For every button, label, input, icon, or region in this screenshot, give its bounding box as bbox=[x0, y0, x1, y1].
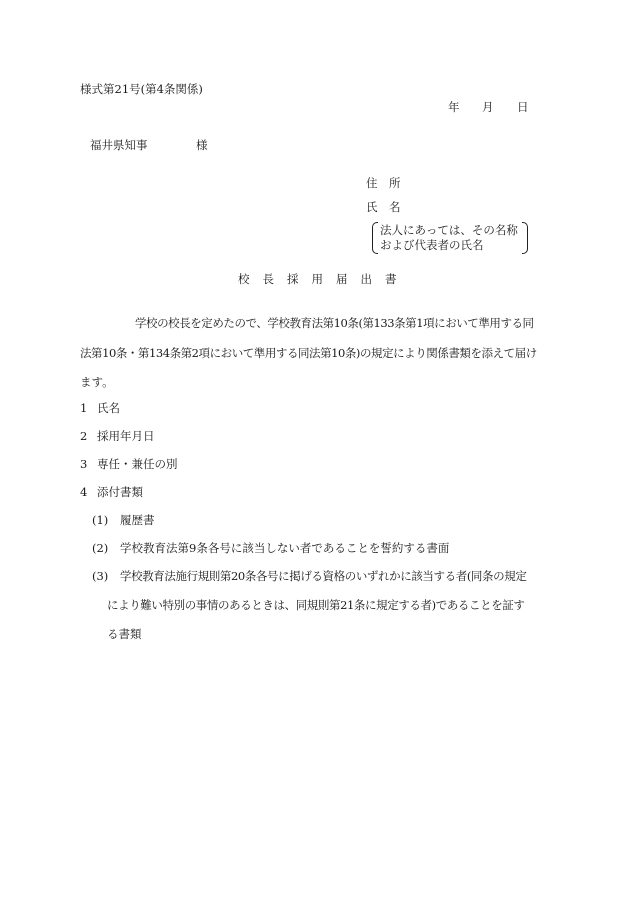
corporation-note-line1: 法人にあっては、その名称 bbox=[380, 223, 518, 237]
right-bracket bbox=[522, 222, 528, 254]
attachment-qualification-line1: 学校教育法施行規則第20条各号に掲げる資格のいずれかに該当する者(同条の規定 bbox=[120, 569, 527, 583]
item-number: 3 bbox=[80, 457, 88, 471]
item-number: 1 bbox=[80, 401, 88, 415]
title-char: 届 bbox=[336, 272, 348, 286]
attachment-resume: 履歴書 bbox=[120, 513, 155, 527]
name-label-2: 名 bbox=[389, 200, 401, 214]
left-bracket bbox=[372, 222, 378, 254]
item-number: 2 bbox=[80, 429, 88, 443]
title-char: 採 bbox=[287, 272, 299, 286]
title-char: 長 bbox=[262, 272, 274, 286]
body-line-1: 学校の校長を定めたので、学校教育法第10条(第133条第1項において準用する同 bbox=[135, 316, 534, 330]
attachment-qualification-line3: る書類 bbox=[107, 627, 142, 641]
address-label-2: 所 bbox=[389, 176, 401, 190]
date-month: 月 bbox=[482, 100, 494, 114]
form-number: 様式第21号(第4条関係) bbox=[80, 82, 203, 96]
attachment-number: (3) bbox=[92, 569, 109, 583]
title-char: 書 bbox=[385, 272, 397, 286]
item-label-attachments: 添付書類 bbox=[97, 485, 143, 499]
date-year: 年 bbox=[448, 100, 460, 114]
item-label-employment-type: 専任・兼任の別 bbox=[97, 457, 178, 471]
date-day: 日 bbox=[517, 100, 529, 114]
title-char: 用 bbox=[311, 272, 323, 286]
body-line-2: 法第10条・第134条第2項において準用する同法第10条)の規定により関係書類を添えて届け bbox=[80, 346, 537, 360]
addressee-name: 福井県知事 bbox=[90, 138, 148, 152]
attachment-number: (2) bbox=[92, 541, 109, 555]
corporation-note-line2: および代表者の氏名 bbox=[380, 238, 484, 252]
item-label-name: 氏名 bbox=[97, 401, 120, 415]
item-number: 4 bbox=[80, 485, 88, 499]
title-char: 校 bbox=[238, 272, 250, 286]
body-line-3: ます。 bbox=[80, 375, 114, 389]
item-label-hire-date: 採用年月日 bbox=[97, 429, 155, 443]
attachment-number: (1) bbox=[92, 513, 109, 527]
name-label-1: 氏 bbox=[366, 200, 378, 214]
attachment-qualification-line2: により難い特別の事情のあるときは、同規則第21条に規定する者)であることを証す bbox=[107, 598, 525, 612]
address-label-1: 住 bbox=[366, 176, 378, 190]
attachment-oath-document: 学校教育法第9条各号に該当しない者であることを誓約する書面 bbox=[120, 541, 450, 555]
document-title bbox=[238, 272, 410, 286]
title-char: 出 bbox=[360, 272, 372, 286]
addressee-honorific: 様 bbox=[196, 138, 208, 152]
